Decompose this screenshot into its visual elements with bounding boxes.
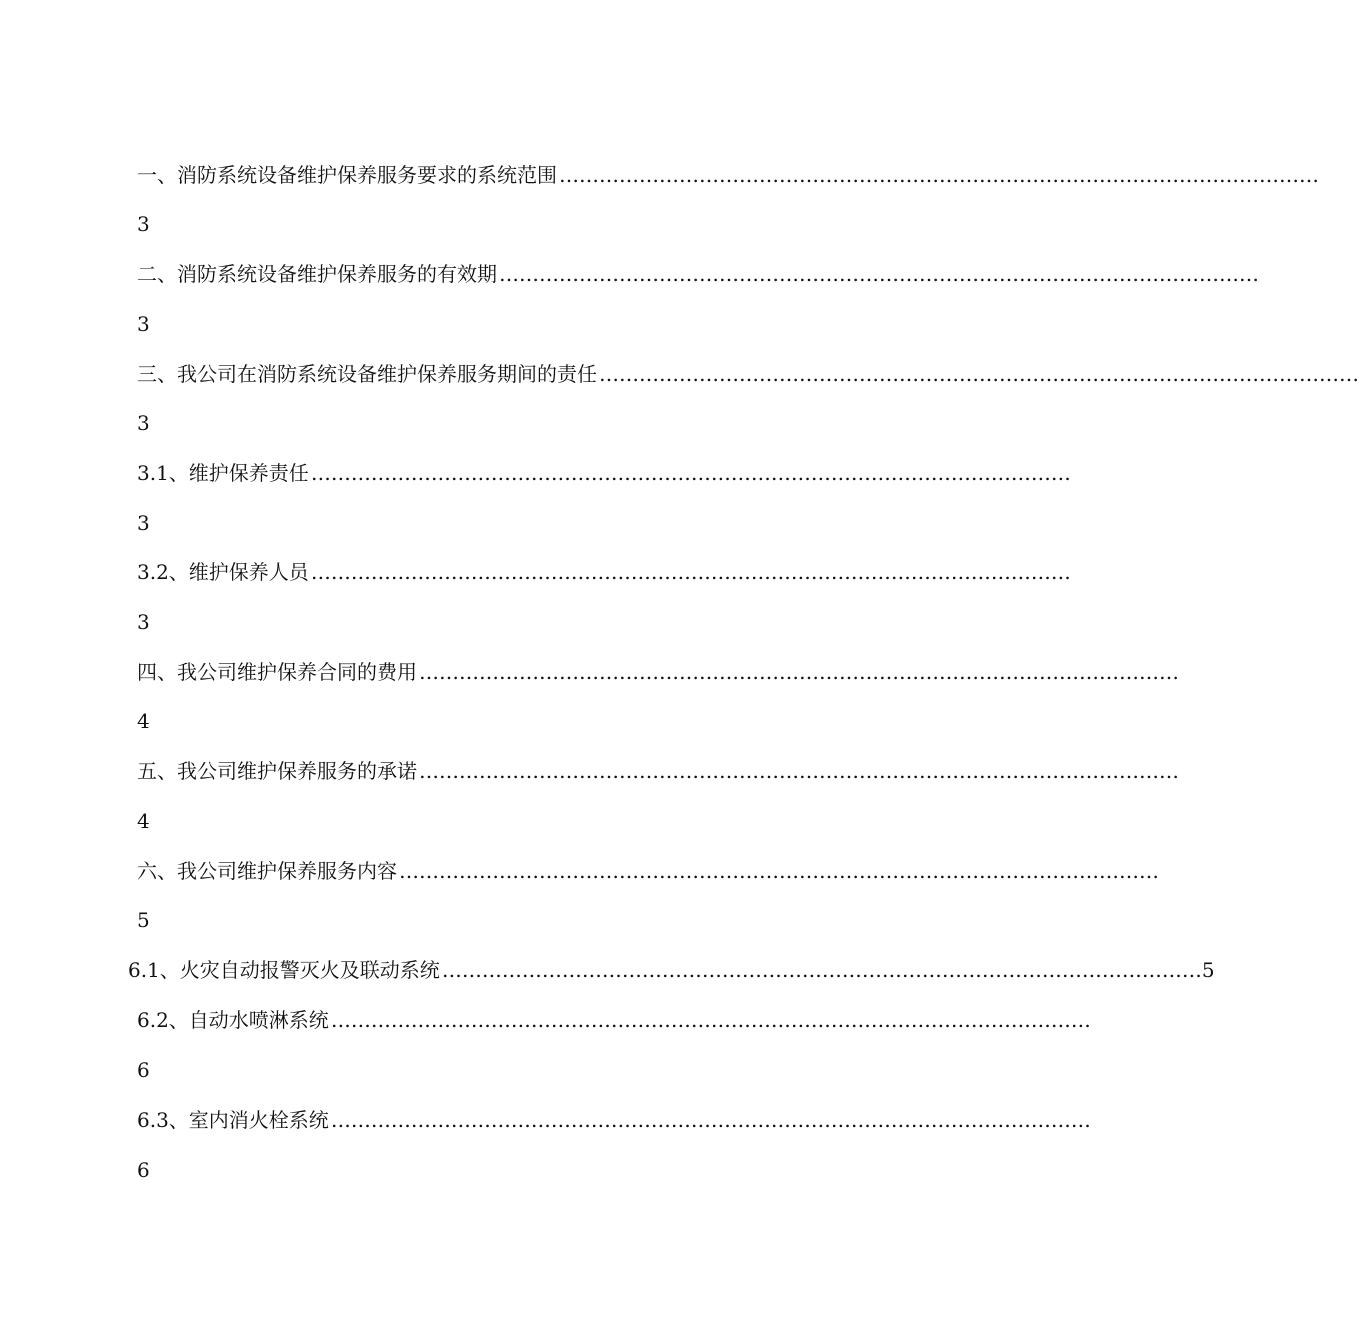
dot-leader: …………………………………………………………………………………………………… — [419, 660, 1179, 684]
toc-entry-page-number: 4 — [137, 809, 150, 833]
dot-leader: …………………………………………………………………………………………………… — [399, 859, 1159, 883]
toc-entry-3[interactable] — [137, 359, 1359, 389]
toc-entry-page-number: 3 — [137, 610, 150, 634]
dot-leader: …………………………………………………………………………………………………… — [330, 1108, 1091, 1132]
toc-entry-page-number: 6 — [137, 1058, 150, 1082]
toc-entry-3-2[interactable] — [137, 557, 1071, 587]
toc-entry-page-number: 3 — [137, 511, 150, 535]
dot-leader: …………………………………………………………………………………………………… — [599, 362, 1359, 386]
dot-leader: …………………………………………………………………………………………………… — [499, 262, 1259, 286]
toc-entry-page-number: 5 — [137, 908, 150, 932]
toc-entry-4[interactable] — [137, 657, 1179, 687]
toc-entry-6-3[interactable] — [137, 1105, 1091, 1135]
toc-entry-page-number: 5 — [1201, 958, 1215, 982]
toc-entry-page-number: 3 — [137, 411, 150, 435]
toc-entry-6-2[interactable] — [137, 1005, 1091, 1035]
toc-entry-title: 四、我公司维护保养合同的费用 — [137, 660, 417, 684]
toc-entry-2[interactable] — [137, 259, 1259, 289]
toc-entry-title: 五、我公司维护保养服务的承诺 — [137, 759, 417, 783]
toc-entry-title: 6.1、火灾自动报警灭火及联动系统 — [128, 958, 440, 982]
toc-entry-page-number: 3 — [137, 212, 150, 236]
toc-entry-5[interactable] — [137, 756, 1179, 786]
dot-leader: …………………………………………………………………………………………………… — [559, 163, 1319, 187]
toc-entry-3-1[interactable] — [137, 458, 1071, 488]
dot-leader: …………………………………………………………………………………………………… — [310, 560, 1071, 584]
toc-entry-page-number: 4 — [137, 709, 150, 733]
dot-leader: …………………………………………………………………………………………………… — [310, 461, 1071, 485]
toc-entry-title: 3.1、维护保养责任 — [137, 461, 309, 485]
toc-entry-title: 二、消防系统设备维护保养服务的有效期 — [137, 262, 497, 286]
toc-entry-title: 三、我公司在消防系统设备维护保养服务期间的责任 — [137, 362, 597, 386]
toc-entry-title: 3.2、维护保养人员 — [137, 560, 309, 584]
toc-entry-6[interactable] — [137, 856, 1159, 886]
toc-entry-page-number: 6 — [137, 1158, 150, 1182]
dot-leader: …………………………………………………………………………………………………… — [441, 958, 1202, 982]
toc-entry-page-number: 3 — [137, 312, 150, 336]
toc-entry-title: 6.3、室内消火栓系统 — [137, 1108, 329, 1132]
toc-entry-title: 六、我公司维护保养服务内容 — [137, 859, 397, 883]
toc-entry-title: 一、消防系统设备维护保养服务要求的系统范围 — [137, 163, 557, 187]
dot-leader: …………………………………………………………………………………………………… — [330, 1008, 1091, 1032]
toc-entry-title: 6.2、自动水喷淋系统 — [137, 1008, 329, 1032]
dot-leader: …………………………………………………………………………………………………… — [419, 759, 1179, 783]
toc-entry-6-1[interactable] — [128, 955, 1215, 985]
toc-entry-1[interactable] — [137, 160, 1319, 190]
